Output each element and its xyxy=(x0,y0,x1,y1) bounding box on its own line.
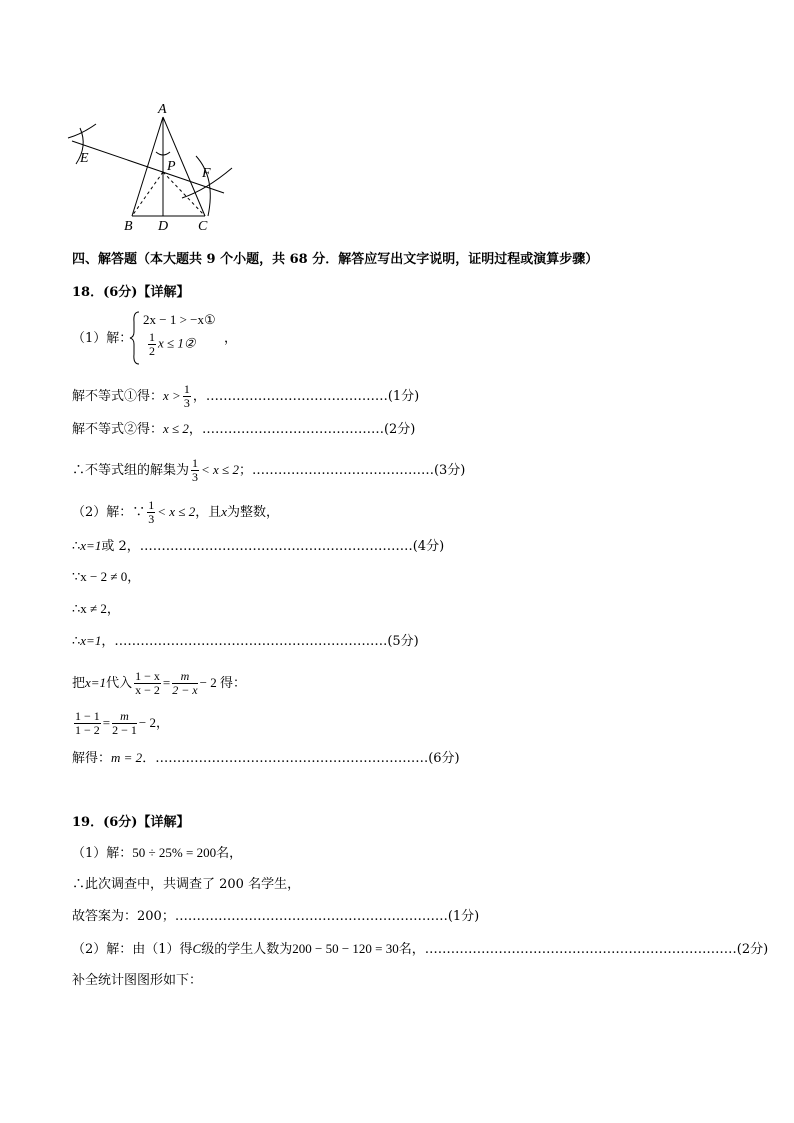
q18-s6: ∴x ≠ 2， xyxy=(72,601,120,616)
q19-l2: ∴此次调查中，共调查了 200 名学生， xyxy=(72,877,301,892)
q18-s7: ∴x=1，………………………………………………………(5分) xyxy=(72,633,419,649)
q19-l5: 补全统计图图形如下： xyxy=(72,973,203,988)
q18-s8: 把x=1代入 $\frac{1 - x}{x - 2}$ = $\frac{m}{2 - x}$ − 2 得： xyxy=(72,669,246,697)
label-e: E xyxy=(80,151,89,166)
q18-title: 18．(6分)【详解】 xyxy=(72,285,190,300)
q18-s5: ∵x − 2 ≠ 0， xyxy=(72,569,141,584)
q18-step2: 解不等式②得：x ≤ 2，……………………………………(2分) xyxy=(72,421,416,437)
label-b: B xyxy=(124,219,133,234)
q18-step1: 解不等式①得：x > $\frac{1}{3}$ ，……………………………………(1分) xyxy=(72,382,420,410)
ineq2-frac: $\frac{1}{2}$ xyxy=(149,330,155,358)
q18-s10: 解得：m = 2．………………………………………………………(6分) xyxy=(72,750,460,766)
ineq2: $\frac{1}{2}$ x ≤ 1② xyxy=(149,330,196,358)
label-p: P xyxy=(167,159,176,174)
q19-l1: （1）解：50 ÷ 25% = 200名， xyxy=(72,845,243,861)
q18-step3: ∴不等式组的解集为 $\frac{1}{3}$ < x ≤ 2；……………………………………(3分) xyxy=(72,456,466,484)
segment-pb xyxy=(132,172,163,216)
label-f: F xyxy=(202,166,211,181)
system-brace xyxy=(129,310,141,366)
q19-l3: 故答案为：200；………………………………………………………(1分) xyxy=(72,909,480,924)
q18-s9: $\frac{1 - 1}{1 - 2}$ = $\frac{m}{2 - 1}$ − 2， xyxy=(75,709,169,737)
q19-l4: （2）解：由（1）得C级的学生人数为200 − 50 − 120 = 30名，………………………………………………………………(2分) xyxy=(72,941,769,957)
ineq-comma: ， xyxy=(224,331,238,346)
label-a: A xyxy=(158,102,167,117)
ineq1: 2x − 1 > −x① xyxy=(143,312,216,327)
label-c: C xyxy=(198,219,208,234)
q19-title: 19．(6分)【详解】 xyxy=(72,815,190,830)
q18-s4: ∴x=1或 2，………………………………………………………(4分) xyxy=(72,538,445,554)
q18-p1-label: （1）解： xyxy=(72,331,133,346)
section-heading: 四、解答题（本大题共 9 个小题，共 68 分．解答应写出文字说明，证明过程或演算步骤） xyxy=(72,252,599,267)
q18-p2: （2）解：∵ $\frac{1}{3}$ < x ≤ 2，且x为整数， xyxy=(72,498,280,526)
label-d: D xyxy=(158,219,169,234)
arc-e2 xyxy=(68,124,96,138)
geometry-figure xyxy=(66,98,236,238)
segment-pc xyxy=(163,172,205,216)
